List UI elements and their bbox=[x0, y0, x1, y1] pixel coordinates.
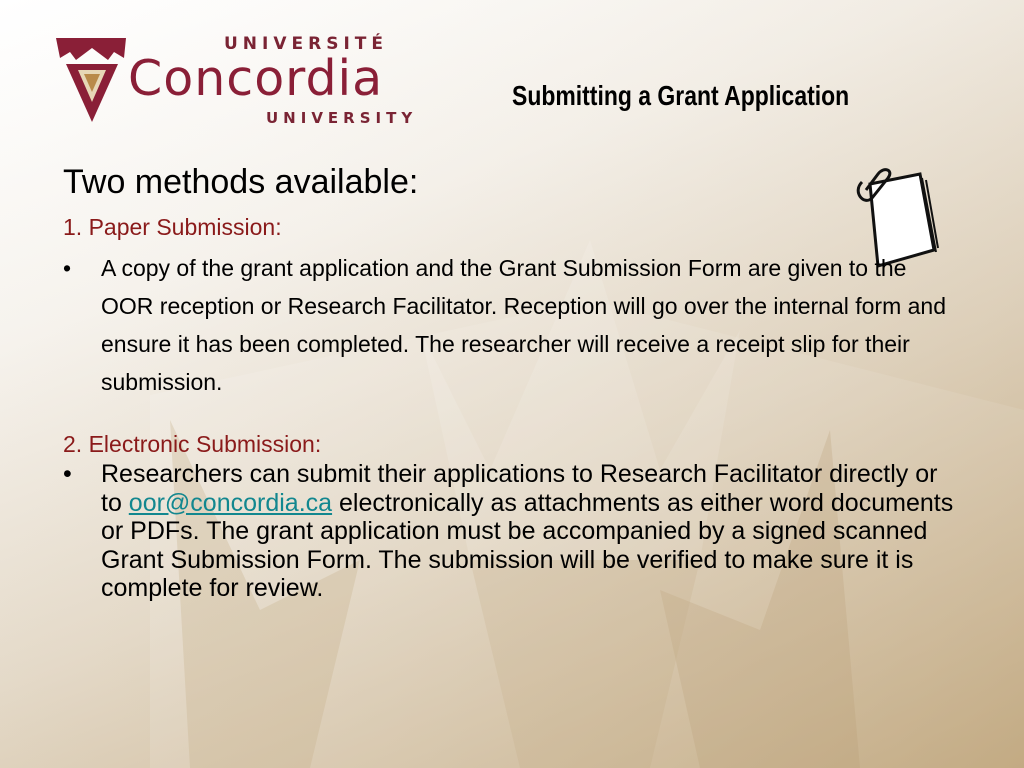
methods-heading: Two methods available: bbox=[63, 163, 419, 201]
slide-title: Submitting a Grant Application bbox=[512, 80, 850, 111]
logo-bottom-text: UNIVERSITY bbox=[266, 109, 418, 127]
slide-content bbox=[63, 160, 963, 603]
concordia-emblem-icon bbox=[52, 30, 132, 126]
electronic-submission-label: 2. Electronic Submission: bbox=[63, 431, 322, 457]
logo-main-text: Concordia bbox=[128, 50, 384, 107]
electronic-submission-text-before: Researchers can submit their applications to Research Facilitator directly or to bbox=[101, 460, 938, 517]
paper-submission-bullet bbox=[63, 249, 963, 401]
paper-submission-text: A copy of the grant application and the Grant Submission Form are given to the OOR reception or Research Facilitator. Reception will go over the internal form and ensure it has been completed. The researcher will receive a receipt slip for their submission. bbox=[101, 255, 947, 395]
oor-email-link[interactable]: oor@concordia.ca bbox=[128, 488, 333, 517]
paper-submission-label: 1. Paper Submission: bbox=[63, 214, 282, 240]
bullet-marker: • bbox=[63, 460, 72, 488]
logo-top-text: UNIVERSITÉ bbox=[224, 34, 388, 54]
electronic-submission-bullet bbox=[63, 460, 963, 603]
bullet-marker: • bbox=[63, 255, 72, 281]
electronic-submission-text-after: electronically as attachments as either word documents or PDFs. The grant application must be accompanied by a signed scanned Grant Submission Form. The submission will be verified to make sure it is complete for review. bbox=[101, 488, 954, 602]
concordia-logo bbox=[52, 30, 442, 130]
